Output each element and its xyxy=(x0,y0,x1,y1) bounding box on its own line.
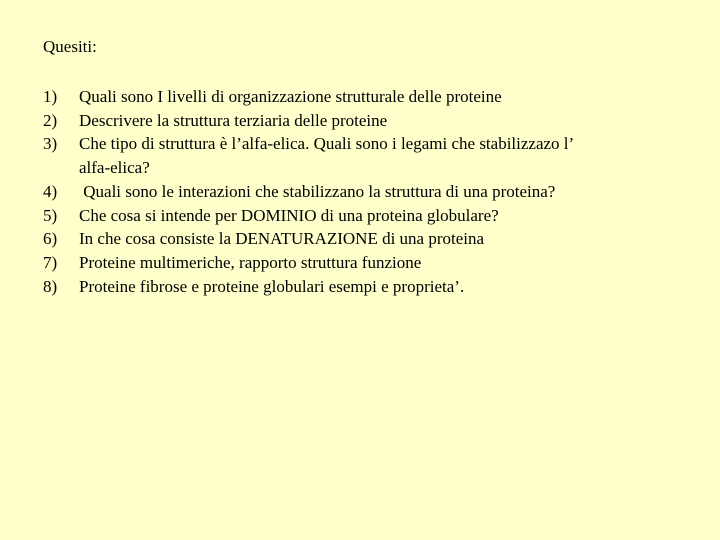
question-text: Quali sono le interazioni che stabilizzano la struttura di una proteina? xyxy=(79,181,556,201)
slide-title: Quesiti: xyxy=(43,37,97,56)
question-item-5 xyxy=(43,204,683,228)
question-number: 7) xyxy=(43,252,58,272)
question-item-4 xyxy=(43,180,683,204)
question-item-2 xyxy=(43,109,683,133)
question-text: Che cosa si intende per DOMINIO di una proteina globulare? xyxy=(79,205,499,225)
question-number: 1) xyxy=(43,87,58,106)
question-number: 5) xyxy=(43,205,58,225)
question-item-3 xyxy=(43,132,683,179)
question-number: 4) xyxy=(43,181,58,201)
question-number: 3) xyxy=(43,134,58,154)
question-text: In che cosa consiste la DENATURAZIONE di una proteina xyxy=(79,229,485,249)
question-item-6 xyxy=(43,227,683,251)
question-text: Proteine fibrose e proteine globulari esempi e proprieta’. xyxy=(79,276,465,296)
question-number: 2) xyxy=(43,110,58,130)
question-item-1 xyxy=(43,85,683,109)
question-list xyxy=(43,85,683,298)
question-text-continuation: alfa-elica? xyxy=(79,158,150,178)
question-text: Descrivere la struttura terziaria delle proteine xyxy=(79,110,388,130)
question-text: Che tipo di struttura è l’alfa-elica. Quali sono i legami che stabilizzazo l’ xyxy=(79,134,575,154)
question-item-7 xyxy=(43,251,683,275)
question-text: Quali sono I livelli di organizzazione strutturale delle proteine xyxy=(79,87,502,106)
question-number: 6) xyxy=(43,229,58,249)
question-text: Proteine multimeriche, rapporto struttura funzione xyxy=(79,252,422,272)
question-number: 8) xyxy=(43,276,58,296)
question-item-8 xyxy=(43,275,683,299)
